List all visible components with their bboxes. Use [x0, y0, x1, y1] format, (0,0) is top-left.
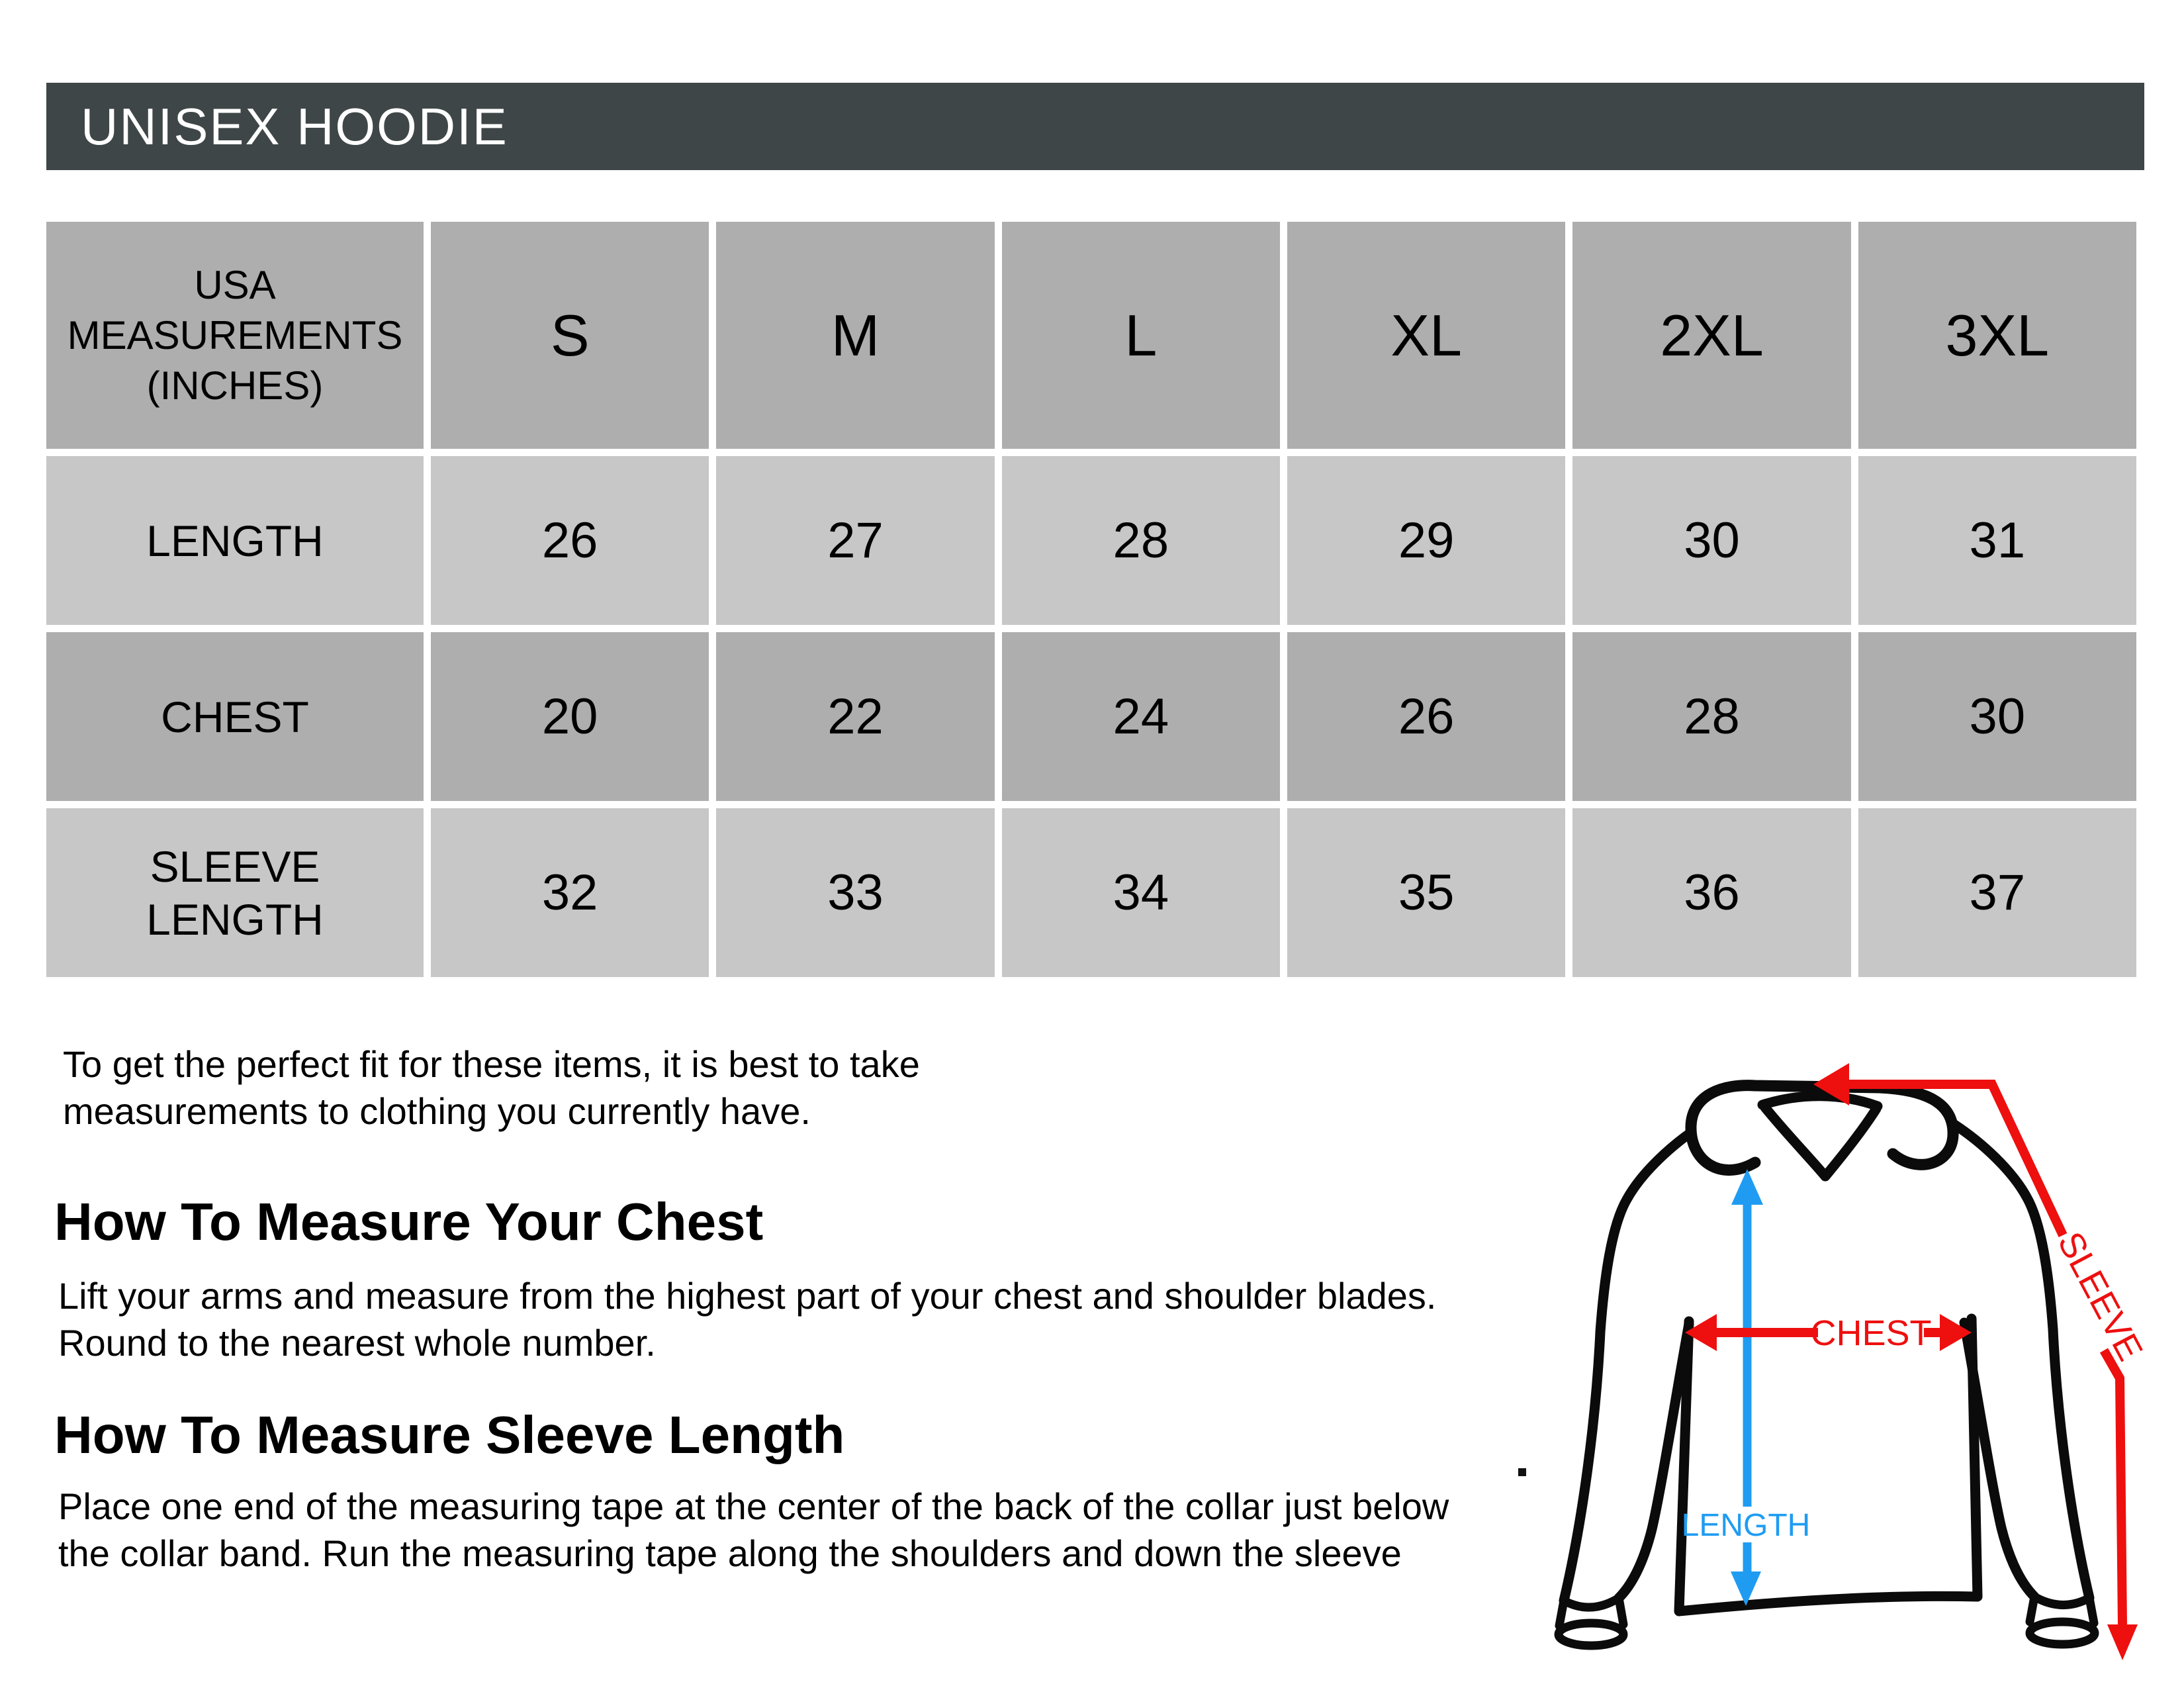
sleeve-label: SLEEVE	[2050, 1225, 2151, 1368]
table-cell-sleeve-2xl: 36	[1572, 808, 1850, 977]
sleeve-body-line1: Place one end of the measuring tape at the center of the back of the collar just below	[58, 1485, 1449, 1527]
corner-line: (INCHES)	[146, 363, 324, 408]
row-label-sleeve-length	[46, 808, 424, 977]
table-cell-length-s: 26	[431, 456, 709, 625]
sleeve-section-heading: How To Measure Sleeve Length	[54, 1405, 845, 1464]
column-header-xl: XL	[1287, 222, 1565, 449]
column-header-2xl: 2XL	[1572, 222, 1850, 449]
table-cell-length-l: 28	[1002, 456, 1280, 625]
table-cell-chest-3xl: 30	[1858, 632, 2136, 801]
column-header-3xl: 3XL	[1858, 222, 2136, 449]
hoodie-outline-drawing	[1559, 1086, 2095, 1646]
table-cell-sleeve-l: 34	[1002, 808, 1280, 977]
row-label-text: CHEST	[161, 692, 309, 741]
chest-arrow	[1685, 1313, 1972, 1353]
fit-intro-line1: To get the perfect fit for these items, it is best to take	[63, 1043, 920, 1085]
table-cell-chest-xl: 26	[1287, 632, 1565, 801]
fit-intro-text	[63, 1041, 920, 1135]
table-cell-chest-s: 20	[431, 632, 709, 801]
length-label: LENGTH	[1681, 1508, 1811, 1543]
column-header-m: M	[716, 222, 994, 449]
table-cell-chest-2xl: 28	[1572, 632, 1850, 801]
size-chart-table	[46, 222, 2136, 977]
table-cell-length-m: 27	[716, 456, 994, 625]
chest-section-body	[58, 1272, 1436, 1366]
page-title: UNISEX HOODIE	[81, 97, 508, 156]
sleeve-section-body	[58, 1483, 1449, 1577]
table-cell-sleeve-xl: 35	[1287, 808, 1565, 977]
row-label-chest	[46, 632, 424, 801]
table-cell-sleeve-3xl: 37	[1858, 808, 2136, 977]
row-label-length	[46, 456, 424, 625]
chest-body-line1: Lift your arms and measure from the highest part of your chest and shoulder blades.	[58, 1275, 1437, 1317]
hoodie-measurement-diagram	[1522, 1026, 2184, 1688]
title-bar	[46, 83, 2144, 170]
table-cell-length-2xl: 30	[1572, 456, 1850, 625]
table-corner-header	[46, 222, 424, 449]
table-cell-length-xl: 29	[1287, 456, 1565, 625]
length-arrow	[1682, 1169, 1811, 1606]
row-label-text: LENGTH	[146, 894, 324, 944]
table-cell-sleeve-m: 33	[716, 808, 994, 977]
row-label-text: SLEEVE	[150, 841, 320, 891]
chest-body-line2: Round to the nearest whole number.	[58, 1322, 656, 1364]
column-header-s: S	[431, 222, 709, 449]
fit-intro-line2: measurements to clothing you currently have.	[63, 1090, 811, 1132]
row-label-text: LENGTH	[146, 516, 324, 565]
chest-section-heading: How To Measure Your Chest	[54, 1192, 764, 1251]
table-cell-length-3xl: 31	[1858, 456, 2136, 625]
corner-line: USA	[194, 262, 276, 307]
table-cell-chest-l: 24	[1002, 632, 1280, 801]
table-cell-sleeve-s: 32	[431, 808, 709, 977]
table-cell-chest-m: 22	[716, 632, 994, 801]
column-header-l: L	[1002, 222, 1280, 449]
sleeve-body-line2: the collar band. Run the measuring tape along the shoulders and down the sleeve	[58, 1532, 1402, 1574]
chest-label: CHEST	[1810, 1313, 1932, 1353]
corner-line: MEASUREMENTS	[67, 312, 403, 357]
